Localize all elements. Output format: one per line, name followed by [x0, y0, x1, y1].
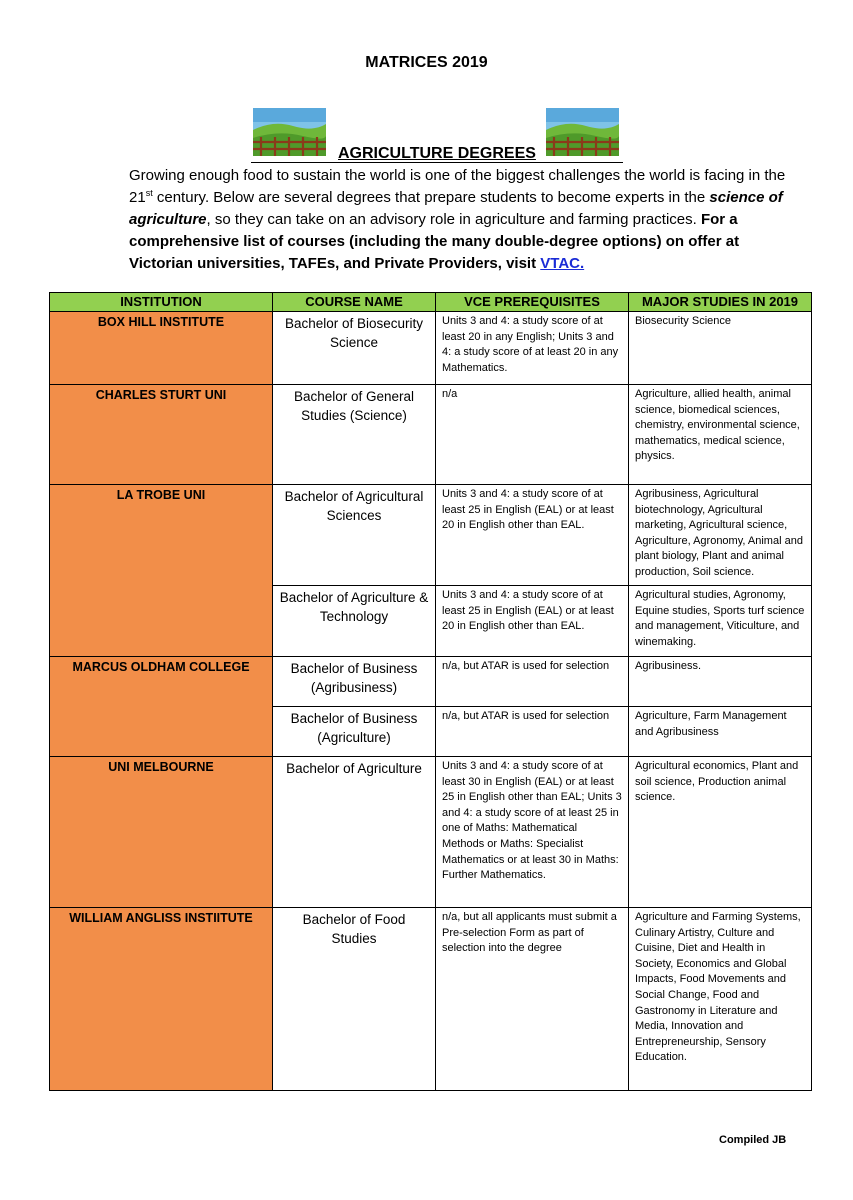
course-cell: Bachelor of Business (Agribusiness) — [273, 657, 436, 707]
course-cell: Bachelor of Business (Agriculture) — [273, 707, 436, 757]
prereq-cell: Units 3 and 4: a study score of at least 20 in any English; Units 3 and 4: a study score of at least 20 in any Mathematics. — [436, 312, 629, 385]
header-major-studies: MAJOR STUDIES IN 2019 — [629, 293, 812, 312]
table-row — [50, 385, 812, 485]
majors-cell: Agriculture and Farming Systems, Culinary Artistry, Culture and Cuisine, Diet and Health in Society, Economics and Global Impacts, Food Movements and Social Change, Food and Gastronomy in Literature and Media, Innovation and Entrepreneurship, Sensory Education. — [629, 908, 812, 1091]
intro-bold-text: For a comprehensive list of courses (including the many double-degree options) on offer at Victorian universities, TAFEs, and Private Providers, visit — [129, 211, 740, 272]
institution-cell: MARCUS OLDHAM COLLEGE — [50, 657, 273, 757]
intro-sup: st — [145, 188, 153, 198]
course-cell: Bachelor of Biosecurity Science — [273, 312, 436, 385]
header-institution: INSTITUTION — [50, 293, 273, 312]
prereq-cell: Units 3 and 4: a study score of at least 30 in English (EAL) or at least 25 in English other than EAL; Units 3 and 4: a study score of at least 25 in one of Maths: Mathematical Methods or Maths: Specialist Mathematics or at least 30 in Maths: Further Mathematics. — [436, 757, 629, 908]
prereq-cell: Units 3 and 4: a study score of at least 25 in English (EAL) or at least 20 in English other than EAL. — [436, 586, 629, 657]
institution-cell: BOX HILL INSTITUTE — [50, 312, 273, 385]
table-row — [50, 312, 812, 385]
page-title: MATRICES 2019 — [365, 54, 488, 71]
majors-cell: Agribusiness, Agricultural biotechnology, Agricultural marketing, Agricultural science, Agriculture, Agronomy, Animal and plant biology, Plant and animal production, Soil science. — [629, 485, 812, 586]
table-header-row — [50, 293, 812, 312]
section-subtitle: AGRICULTURE DEGREES — [338, 145, 536, 162]
intro-emphasis: science of agriculture — [129, 189, 783, 228]
majors-cell: Agribusiness. — [629, 657, 812, 707]
header-vce-prerequisites: VCE PREREQUISITES — [436, 293, 629, 312]
majors-cell: Agriculture, allied health, animal science, biomedical sciences, chemistry, environmental science, mathematics, medical science, physics. — [629, 385, 812, 485]
majors-cell: Agricultural studies, Agronomy, Equine studies, Sports turf science and management, Viticulture, and winemaking. — [629, 586, 812, 657]
prereq-cell: n/a, but ATAR is used for selection — [436, 657, 629, 707]
intro-text-2: century. Below are several degrees that prepare students to become experts in the — [152, 189, 710, 206]
prereq-cell: n/a, but ATAR is used for selection — [436, 707, 629, 757]
course-cell: Bachelor of General Studies (Science) — [273, 385, 436, 485]
header-course-name: COURSE NAME — [273, 293, 436, 312]
institution-cell: WILLIAM ANGLISS INSTIITUTE — [50, 908, 273, 1091]
majors-cell: Biosecurity Science — [629, 312, 812, 385]
course-cell: Bachelor of Food Studies — [273, 908, 436, 1091]
table-row — [50, 657, 812, 707]
course-cell: Bachelor of Agriculture — [273, 757, 436, 908]
institution-cell: CHARLES STURT UNI — [50, 385, 273, 485]
table-row — [50, 757, 812, 908]
footer-credit: Compiled JB — [719, 1134, 787, 1146]
table-row — [50, 908, 812, 1091]
intro-paragraph — [129, 165, 801, 275]
institution-cell: LA TROBE UNI — [50, 485, 273, 657]
farm-landscape-icon — [253, 108, 326, 156]
majors-cell: Agriculture, Farm Management and Agribusiness — [629, 707, 812, 757]
institution-cell: UNI MELBOURNE — [50, 757, 273, 908]
course-cell: Bachelor of Agricultural Sciences — [273, 485, 436, 586]
prereq-cell: Units 3 and 4: a study score of at least 25 in English (EAL) or at least 20 in English other than EAL. — [436, 485, 629, 586]
subtitle-underline — [251, 162, 623, 163]
intro-text-3: , so they can take on an advisory role in agriculture and farming practices. — [206, 211, 701, 228]
course-cell: Bachelor of Agriculture & Technology — [273, 586, 436, 657]
degrees-table — [49, 292, 812, 1091]
table-row — [50, 485, 812, 586]
majors-cell: Agricultural economics, Plant and soil science, Production animal science. — [629, 757, 812, 908]
intro-text-1: Growing enough food to sustain the world is one of the biggest challenges the world is facing in the 21 — [129, 167, 786, 206]
prereq-cell: n/a — [436, 385, 629, 485]
vtac-link[interactable]: VTAC. — [540, 255, 585, 272]
farm-landscape-icon — [546, 108, 619, 156]
prereq-cell: n/a, but all applicants must submit a Pre-selection Form as part of selection into the degree — [436, 908, 629, 1091]
